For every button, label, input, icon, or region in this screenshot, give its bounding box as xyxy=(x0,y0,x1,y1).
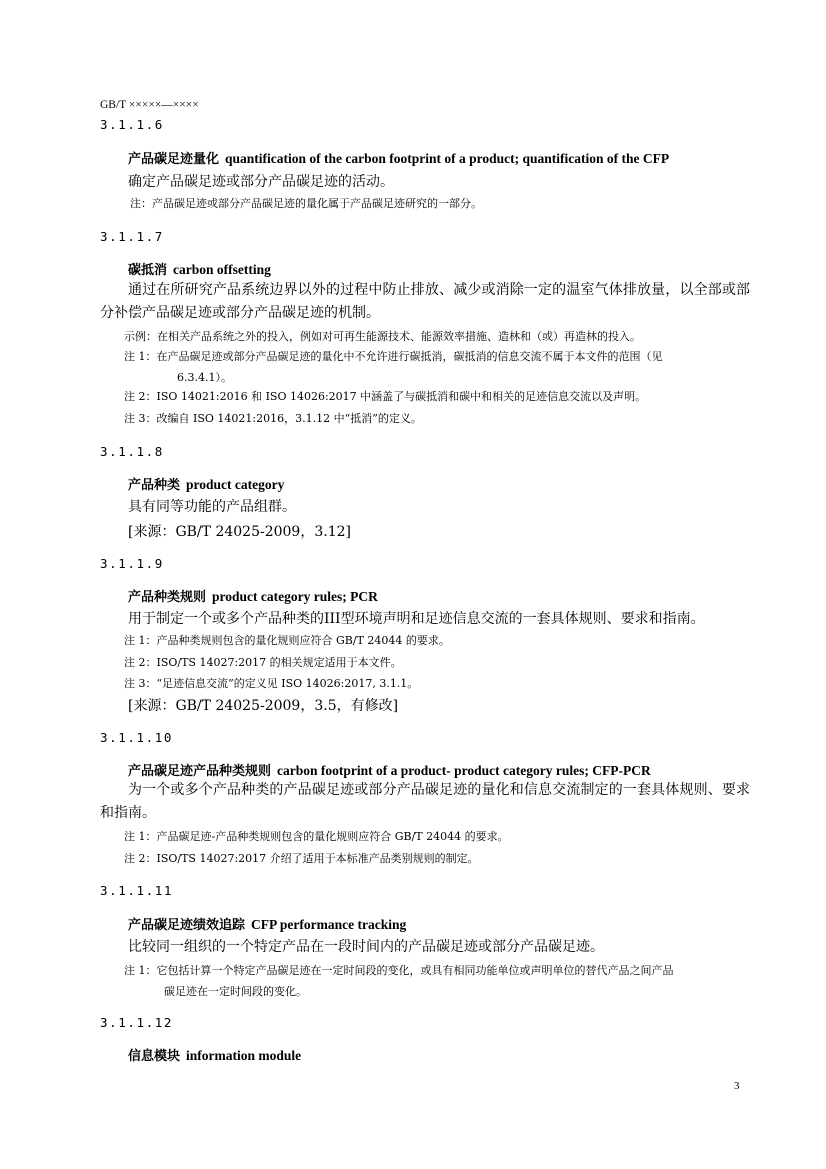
clause-number: 3.1.1.9 xyxy=(100,556,164,571)
note: 注 3：“足迹信息交流”的定义见 ISO 14026:2017, 3.1.1。 xyxy=(124,677,419,690)
clause-number: 3.1.1.8 xyxy=(100,444,164,459)
note: 注 2：ISO/TS 14027:2017 的相关规定适用于本文件。 xyxy=(124,656,402,669)
term-en: product category rules; PCR xyxy=(212,589,378,604)
term-en: carbon footprint of a product- product category rules; CFP-PCR xyxy=(277,763,651,778)
clause-number: 3.1.1.10 xyxy=(100,730,174,745)
note: 注 1：产品碳足迹-产品种类规则包含的量化规则应符合 GB/T 24044 的要求。 xyxy=(124,830,509,843)
note: 注 1：产品种类规则包含的量化规则应符合 GB/T 24044 的要求。 xyxy=(124,634,450,647)
clause-number: 3.1.1.11 xyxy=(100,883,174,898)
note-label: 注 2： xyxy=(124,390,157,403)
note-label: 注 3： xyxy=(124,412,157,425)
page-number: 3 xyxy=(734,1080,740,1092)
term-zh: 产品碳足迹绩效追踪 xyxy=(128,918,246,933)
term-zh: 信息模块 xyxy=(128,1049,181,1064)
note-label: 注 1： xyxy=(124,350,157,363)
clause-number: 3.1.1.12 xyxy=(100,1015,174,1030)
term-en: product category xyxy=(186,477,285,492)
term-en: information module xyxy=(186,1048,302,1063)
note-text: 改编自 ISO 14021:2016，3.1.12 中“抵消”的定义。 xyxy=(156,412,422,425)
term-heading xyxy=(128,760,651,779)
note-text: 它包括计算一个特定产品碳足迹在一定时间段的变化，或具有相同功能单位或声明单位的替代产品之间产品 xyxy=(156,964,674,977)
term-heading xyxy=(128,148,669,167)
document-header: GB/T ×××××—×××× xyxy=(100,99,199,111)
definition: 确定产品碳足迹或部分产品碳足迹的活动。 xyxy=(128,174,394,190)
term-heading xyxy=(128,259,271,278)
note-text: ISO 14021:2016 和 ISO 14026:2017 中涵盖了与碳抵消和碳中和相关的足迹信息交流以及声明。 xyxy=(156,390,647,403)
term-heading xyxy=(128,1045,301,1064)
definition: 比较同一组织的一个特定产品在一段时间内的产品碳足迹或部分产品碳足迹。 xyxy=(128,939,604,955)
example xyxy=(124,328,641,344)
term-en: CFP performance tracking xyxy=(251,917,407,932)
definition: 具有同等功能的产品组群。 xyxy=(128,499,296,515)
source: [来源：GB/T 24025-2009，3.12] xyxy=(128,524,351,540)
term-zh: 产品种类 xyxy=(128,478,181,493)
definition: 为一个或多个产品种类的产品碳足迹或部分产品碳足迹的量化和信息交流制定的一套具体规则、要求和指南。 xyxy=(100,782,750,821)
note-text-continued: 6.3.4.1）。 xyxy=(177,371,232,384)
note xyxy=(124,960,760,1002)
note xyxy=(124,388,646,404)
clause-number: 3.1.1.7 xyxy=(100,229,164,244)
term-heading xyxy=(128,474,284,493)
note xyxy=(124,410,422,426)
example-text: 在相关产品系统之外的投入，例如对可再生能源技术、能源效率措施、造林和（或）再造林的投入。 xyxy=(157,330,641,343)
note xyxy=(124,346,756,388)
example-label: 示例： xyxy=(124,330,157,343)
clause-number: 3.1.1.6 xyxy=(100,117,164,132)
note-label: 注 1： xyxy=(124,964,157,977)
note: 注 2：ISO/TS 14027:2017 介绍了适用于本标准产品类别规则的制定。 xyxy=(124,852,479,865)
term-en: carbon offsetting xyxy=(173,262,271,277)
term-zh: 产品碳足迹产品种类规则 xyxy=(128,764,272,779)
source: [来源：GB/T 24025-2009，3.5，有修改] xyxy=(128,698,399,714)
note-text-continued: 碳足迹在一定时间段的变化。 xyxy=(164,985,307,998)
term-heading xyxy=(128,914,406,933)
term-heading xyxy=(128,586,378,605)
note-text: 在产品碳足迹或部分产品碳足迹的量化中不允许进行碳抵消，碳抵消的信息交流不属于本文件的范围（见 xyxy=(156,350,663,363)
term-zh: 产品碳足迹量化 xyxy=(128,152,220,167)
definition: 通过在所研究产品系统边界以外的过程中防止排放、减少或消除一定的温室气体排放量，以全部或部分补偿产品碳足迹或部分产品碳足迹的机制。 xyxy=(100,282,750,321)
term-zh: 产品种类规则 xyxy=(128,590,207,605)
note: 注：产品碳足迹或部分产品碳足迹的量化属于产品碳足迹研究的一部分。 xyxy=(130,197,482,210)
term-zh: 碳抵消 xyxy=(128,263,168,278)
definition: 用于制定一个或多个产品种类的III型环境声明和足迹信息交流的一套具体规则、要求和指南。 xyxy=(128,611,705,627)
term-en: quantification of the carbon footprint of a product; quantification of the CFP xyxy=(225,151,670,166)
